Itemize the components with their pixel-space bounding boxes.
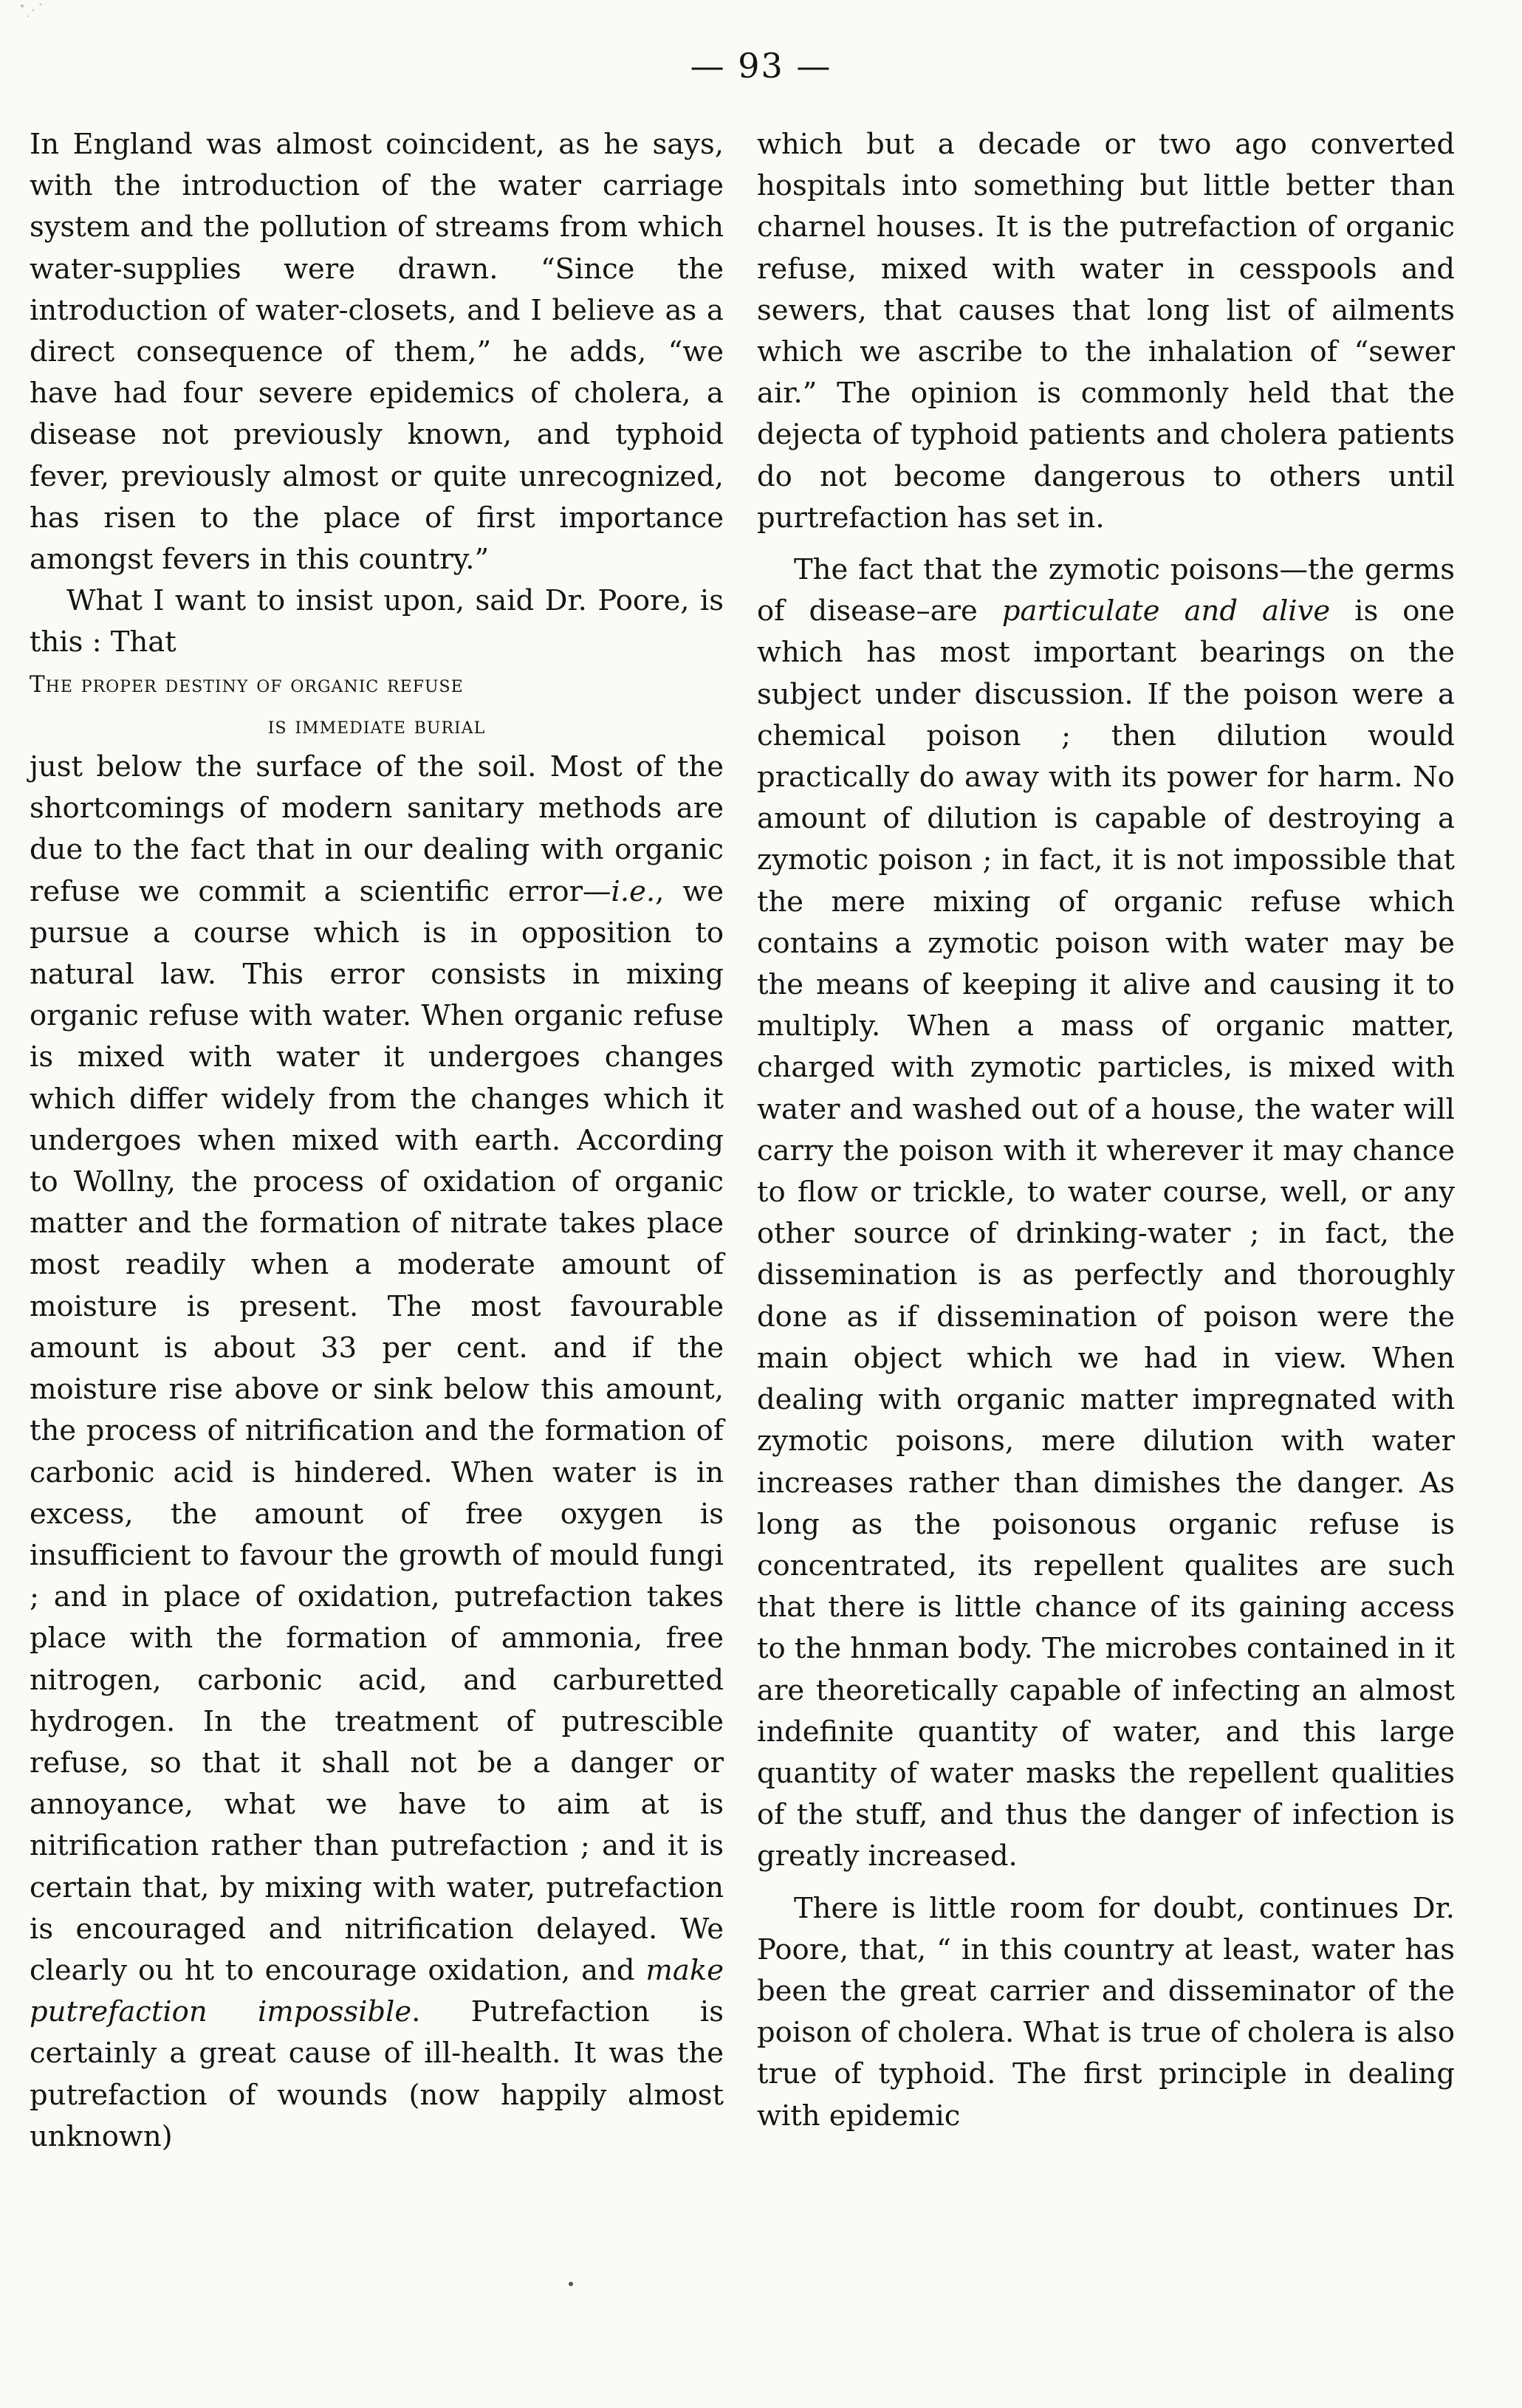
- page-number: — 93 —: [690, 46, 832, 86]
- right-paragraph-2-italic: particulate and alive: [1001, 594, 1331, 628]
- paragraph-spacer: [757, 1878, 1455, 1888]
- right-paragraph-2: [757, 549, 1455, 1878]
- left-paragraph-1: In England was almost coincident, as he says, with the introduction of the water carriage system and the pollution of streams from which water-supplies were drawn. “Since the introduction of water-closets, and I believe as a direct consequence of them,” he adds, “we have had four severe epidemics of cholera, a disease not previously known, and typhoid fever, previously almost or quite unrecognized, has risen to the place of first importance amongst fevers in this country.”: [30, 128, 724, 577]
- left-paragraph-3-rest: , we pursue a course which is in opposition to natural law. This error consists in mixing organic refuse with water. When organic refuse is mixed with water it undergoes changes which differ widely from the changes which it undergoes when mixed with earth. According to Wollny, the process of oxidation of organic matter and the formation of nitrate takes place most readily when a moderate amount of moisture is present. The most favourable amount is about 33 per cent. and if the moisture rise above or sink below this amount, the process of nitrification and the formation of carbonic acid is hindered. When water is in excess, the amount of free oxygen is insufficient to favour the growth of mould fungi ; and in place of oxidation, putrefaction takes place with the formation of ammonia, free nitrogen, carbonic acid, and carburetted hydrogen. In the treatment of putrescible refuse, so that it shall not be a danger or annoyance, what we have to aim at is nitrification rather than putrefaction ; and it is certain that, by mixing with water, putrefaction is encouraged and nitrification delayed. We clearly ou ht to encourage oxidation, and: [30, 874, 724, 1987]
- right-column: [757, 124, 1455, 2137]
- left-paragraph-3-italic: make putrefaction impossible: [30, 1953, 724, 2029]
- right-paragraph-1: which but a decade or two ago converted hospitals into something but little better than charnel houses. It is the putrefaction of organic refuse, mixed with water in cesspools and sewers, that causes that long list of ailments which we ascribe to the inhalation of “sewer air.” The opinion is commonly held that the dejecta of typhoid patients and cholera patients do not become dangerous to others until purtrefaction has set in.: [757, 128, 1455, 535]
- right-paragraph-2-start: The fact that the zymotic poisons—the germs of disease–are: [757, 553, 1455, 628]
- left-paragraph-3: [30, 747, 724, 2158]
- paragraph-spacer: [757, 539, 1455, 549]
- left-paragraph-3-ie: i.e.: [611, 874, 656, 908]
- paper-speck-decoration: [0, 0, 66, 44]
- section-heading: [30, 664, 724, 747]
- left-paragraph-3-end: . Putrefaction is certainly a great cause of ill-health. It was the putrefaction of wounds (now happily almost unknown): [30, 1995, 724, 2153]
- section-heading-line-1: The proper destiny of organic refuse: [30, 670, 464, 698]
- right-paragraph-3: There is little room for doubt, continues Dr. Poore, that, “ in this country at least, water has been the great carrier and disseminator of the poison of cholera. What is true of cholera is also true of typhoid. The first principle in dealing with epidemic: [757, 1891, 1455, 2133]
- footer-dot: [569, 2282, 573, 2286]
- left-paragraph-2: What I want to insist upon, said Dr. Poore, is this : That: [30, 584, 724, 659]
- right-paragraph-2-rest: is one which has most important bearings on the subject under discussion. If the poison were a chemical poison ; then dilution would practically do away with its power for harm. No amount of dilution is capable of destroying a zymotic poison ; in fact, it is not impossible that the mere mixing of organic refuse which contains a zymotic poison with water may be the means of keeping it alive and causing it to multiply. When a mass of organic matter, charged with zymotic particles, is mixed with water and washed out of a house, the water will carry the poison with it wherever it may chance to flow or trickle, to water course, well, or any other source of drinking-water ; in fact, the dissemination is as perfectly and thoroughly done as if dissemination of poison were the main object which we had in view. When dealing with organic matter impregnated with zymotic poisons, mere dilution with water increases rather than dimishes the danger. As long as the poisonous organic refuse is concentrated, its repellent qualites are such that there is little chance of its gaining access to the hnman body. The microbes contained in it are theoretically capable of infecting an almost indefinite quantity of water, and this large quantity of water masks the repellent qualities of the stuff, and thus the danger of infection is greatly increased.: [757, 594, 1455, 1873]
- left-column: [30, 124, 724, 2158]
- left-paragraph-3-text: just below the surface of the soil. Most of the shortcomings of modern sanitary methods are due to the fact that in our dealing with organic refuse we commit a scientific error—: [30, 750, 724, 908]
- section-heading-line-2: is immediate burial: [267, 712, 486, 739]
